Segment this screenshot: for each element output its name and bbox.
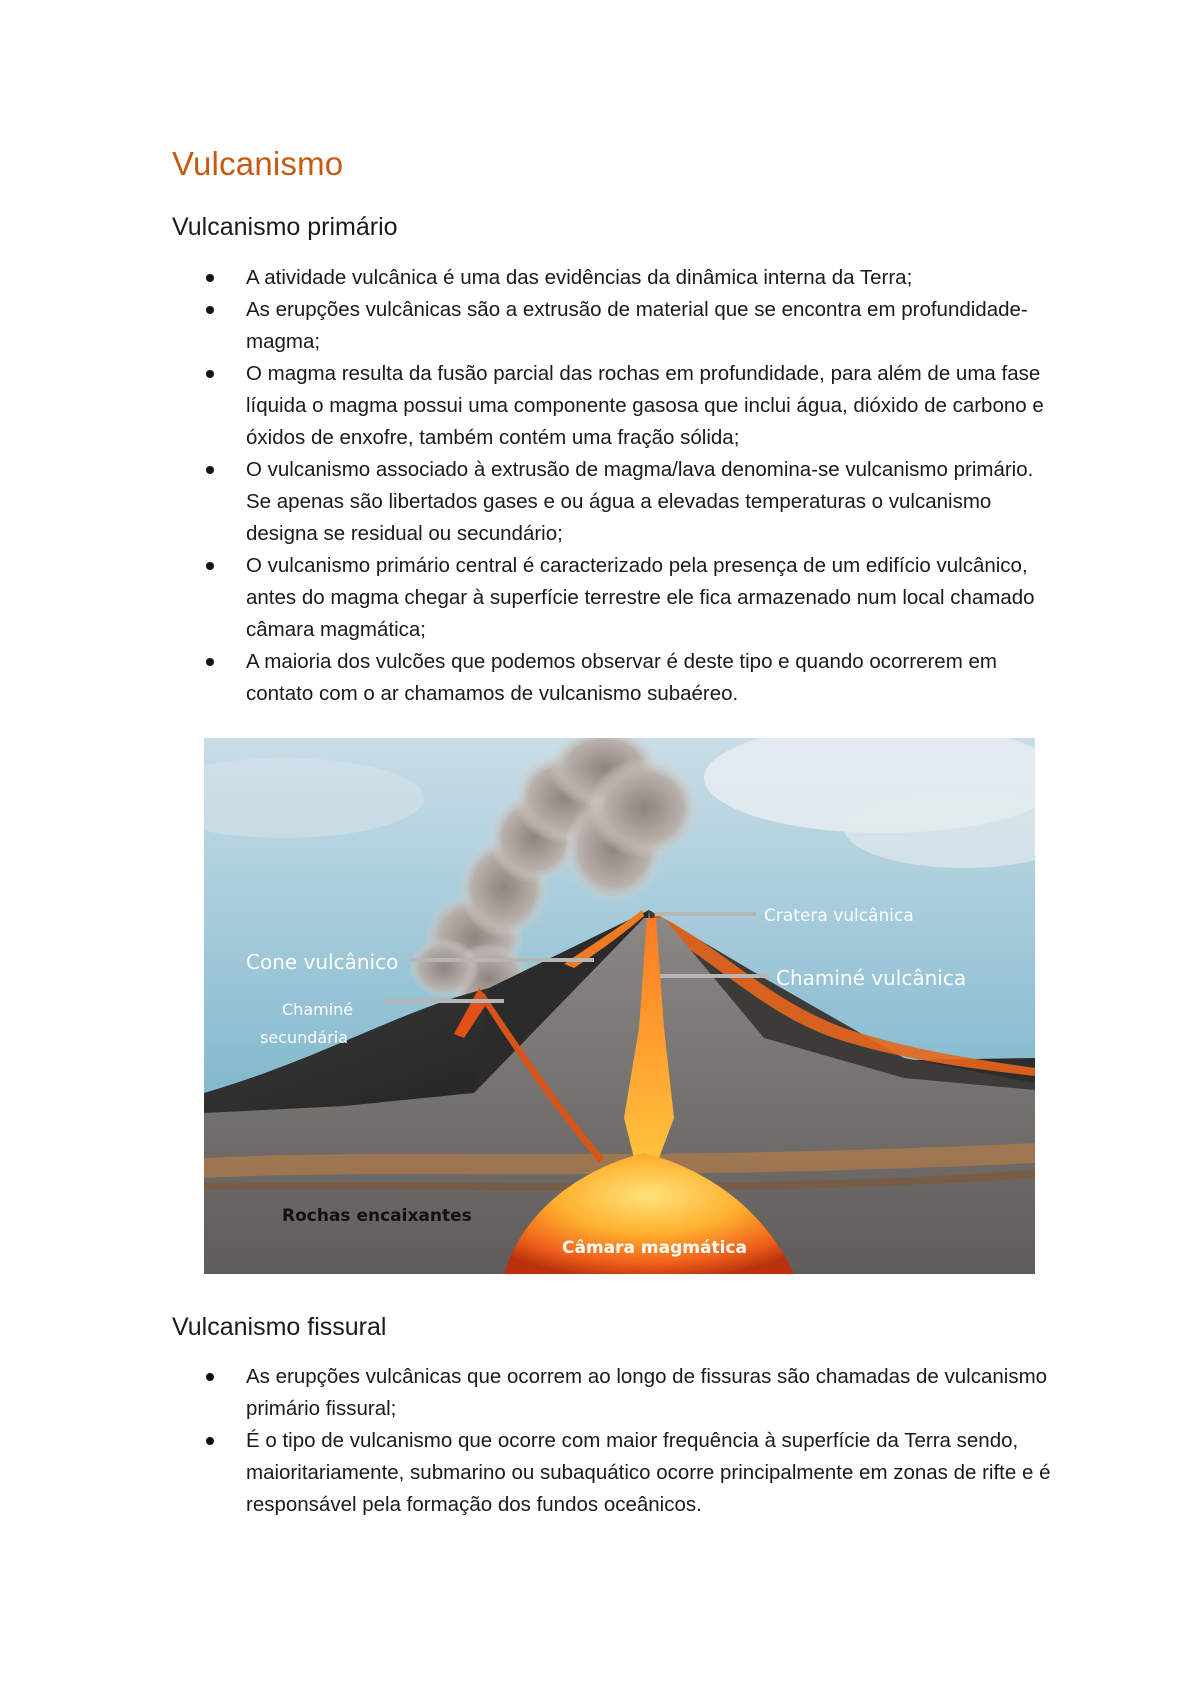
list-item: O magma resulta da fusão parcial das rochas em profundidade, para além de uma fase líquida o magma possui uma componente gasosa que inclui água, dióxido de carbono e óxidos de enxofre, também contém uma fração sólida; [202,358,1052,454]
bullet-list-fissural [202,1361,1052,1521]
bullet-list-primary [202,262,1052,710]
list-item: A maioria dos vulcões que podemos observar é deste tipo e quando ocorrerem em contato com o ar chamamos de vulcanismo subaéreo. [202,646,1052,710]
list-item: A atividade vulcânica é uma das evidências da dinâmica interna da Terra; [202,262,1052,294]
label-cratera-vulcanica: Cratera vulcânica [764,906,914,926]
section-heading-fissural: Vulcanismo fissural [172,1313,387,1341]
label-chamine-vulcanica: Chaminé vulcânica [776,966,967,990]
list-item: As erupções vulcânicas são a extrusão de material que se encontra em profundidade-magma; [202,294,1052,358]
document-title: Vulcanismo [172,145,344,182]
section-heading-primary: Vulcanismo primário [172,213,398,241]
list-item: É o tipo de vulcanismo que ocorre com maior frequência à superfície da Terra sendo, maioritariamente, submarino ou subaquático ocorre principalmente em zonas de rifte e é responsável pela formação dos fundos oceânicos. [202,1425,1052,1521]
list-item: As erupções vulcânicas que ocorrem ao longo de fissuras são chamadas de vulcanismo primário fissural; [202,1361,1052,1425]
label-camara-magmatica: Câmara magmática [562,1238,747,1258]
label-cone-vulcanico: Cone vulcânico [246,950,399,974]
label-chamine-secundaria-1: Chaminé [282,1000,354,1019]
volcano-diagram [204,738,1035,1274]
label-rochas-encaixantes: Rochas encaixantes [282,1206,472,1226]
label-chamine-secundaria-2: secundária [260,1028,349,1047]
list-item: O vulcanismo associado à extrusão de magma/lava denomina-se vulcanismo primário. Se apenas são libertados gases e ou água a elevadas temperaturas o vulcanismo designa se residual ou secundário; [202,454,1052,550]
list-item: O vulcanismo primário central é caracterizado pela presença de um edifício vulcânico, antes do magma chegar à superfície terrestre ele fica armazenado num local chamado câmara magmática; [202,550,1052,646]
